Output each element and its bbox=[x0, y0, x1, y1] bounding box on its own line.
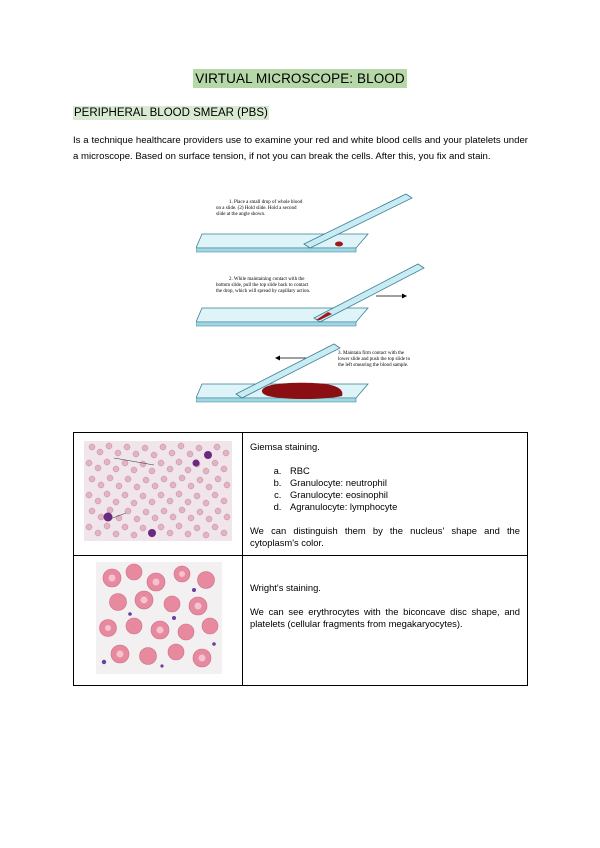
wright-heading: Wright's staining. bbox=[250, 582, 321, 593]
diagram-step-3 bbox=[196, 344, 411, 402]
step3-line1: 3. Maintain firm contact with the bbox=[338, 351, 405, 356]
smear-technique-diagram bbox=[196, 186, 426, 410]
giemsa-cell-list bbox=[250, 465, 520, 513]
giemsa-heading: Giemsa staining. bbox=[250, 441, 320, 452]
step3-line3: the left smearing the blood sample. bbox=[338, 363, 409, 368]
giemsa-micrograph bbox=[74, 433, 242, 549]
step1-line3: slide at the angle shown. bbox=[216, 212, 266, 217]
section-heading bbox=[73, 103, 269, 121]
page-title-text: VIRTUAL MICROSCOPE: BLOOD bbox=[195, 71, 405, 86]
step2-line1: 2. While maintaining contact with the bbox=[229, 277, 305, 282]
diagram-step-2 bbox=[196, 264, 424, 326]
intro-paragraph: Is a technique healthcare providers use to examine your red and white blood cells and your platelets under a microscope. Based on surface tension, if not you can break the cells. After this, you fix and stain. bbox=[73, 135, 528, 162]
wright-text-cell bbox=[243, 556, 528, 686]
list-item: b. Granulocyte: neutrophil bbox=[284, 477, 520, 489]
blood-smear bbox=[262, 383, 342, 399]
blood-drop bbox=[335, 242, 343, 247]
list-item: c. Granulocyte: eosinophil bbox=[284, 489, 520, 501]
list-item: a. RBC bbox=[284, 465, 520, 477]
stain-comparison-table bbox=[73, 432, 528, 686]
giemsa-note: We can distinguish them by the nucleus' shape and the cytoplasm's color. bbox=[250, 525, 520, 548]
wright-micrograph bbox=[74, 556, 242, 680]
step3-line2: lower slide and push the top slide to bbox=[338, 357, 411, 362]
page-title bbox=[0, 70, 600, 88]
step1-line2: on a slide. (2) Hold slide. Hold a second bbox=[216, 206, 297, 211]
step2-line3: the drop, which will spread by capillary action. bbox=[216, 289, 311, 294]
step2-line2: bottom slide, pull the top slide back to contact bbox=[216, 283, 309, 288]
step1-line1: 1. Place a small drop of whole blood bbox=[229, 200, 303, 205]
wright-image-cell bbox=[74, 556, 243, 686]
list-item: d. Agranulocyte: lymphocyte bbox=[284, 501, 520, 513]
table-row bbox=[74, 556, 528, 686]
giemsa-image-cell bbox=[74, 433, 243, 556]
diagram-step-1 bbox=[196, 194, 412, 252]
bottom-slide-1 bbox=[196, 234, 368, 248]
wright-note: We can see erythrocytes with the biconcave disc shape, and platelets (cellular fragments from megakaryocytes). bbox=[250, 606, 520, 629]
giemsa-text-cell bbox=[243, 433, 528, 556]
section-heading-text: PERIPHERAL BLOOD SMEAR (PBS) bbox=[74, 107, 268, 119]
table-row bbox=[74, 433, 528, 556]
